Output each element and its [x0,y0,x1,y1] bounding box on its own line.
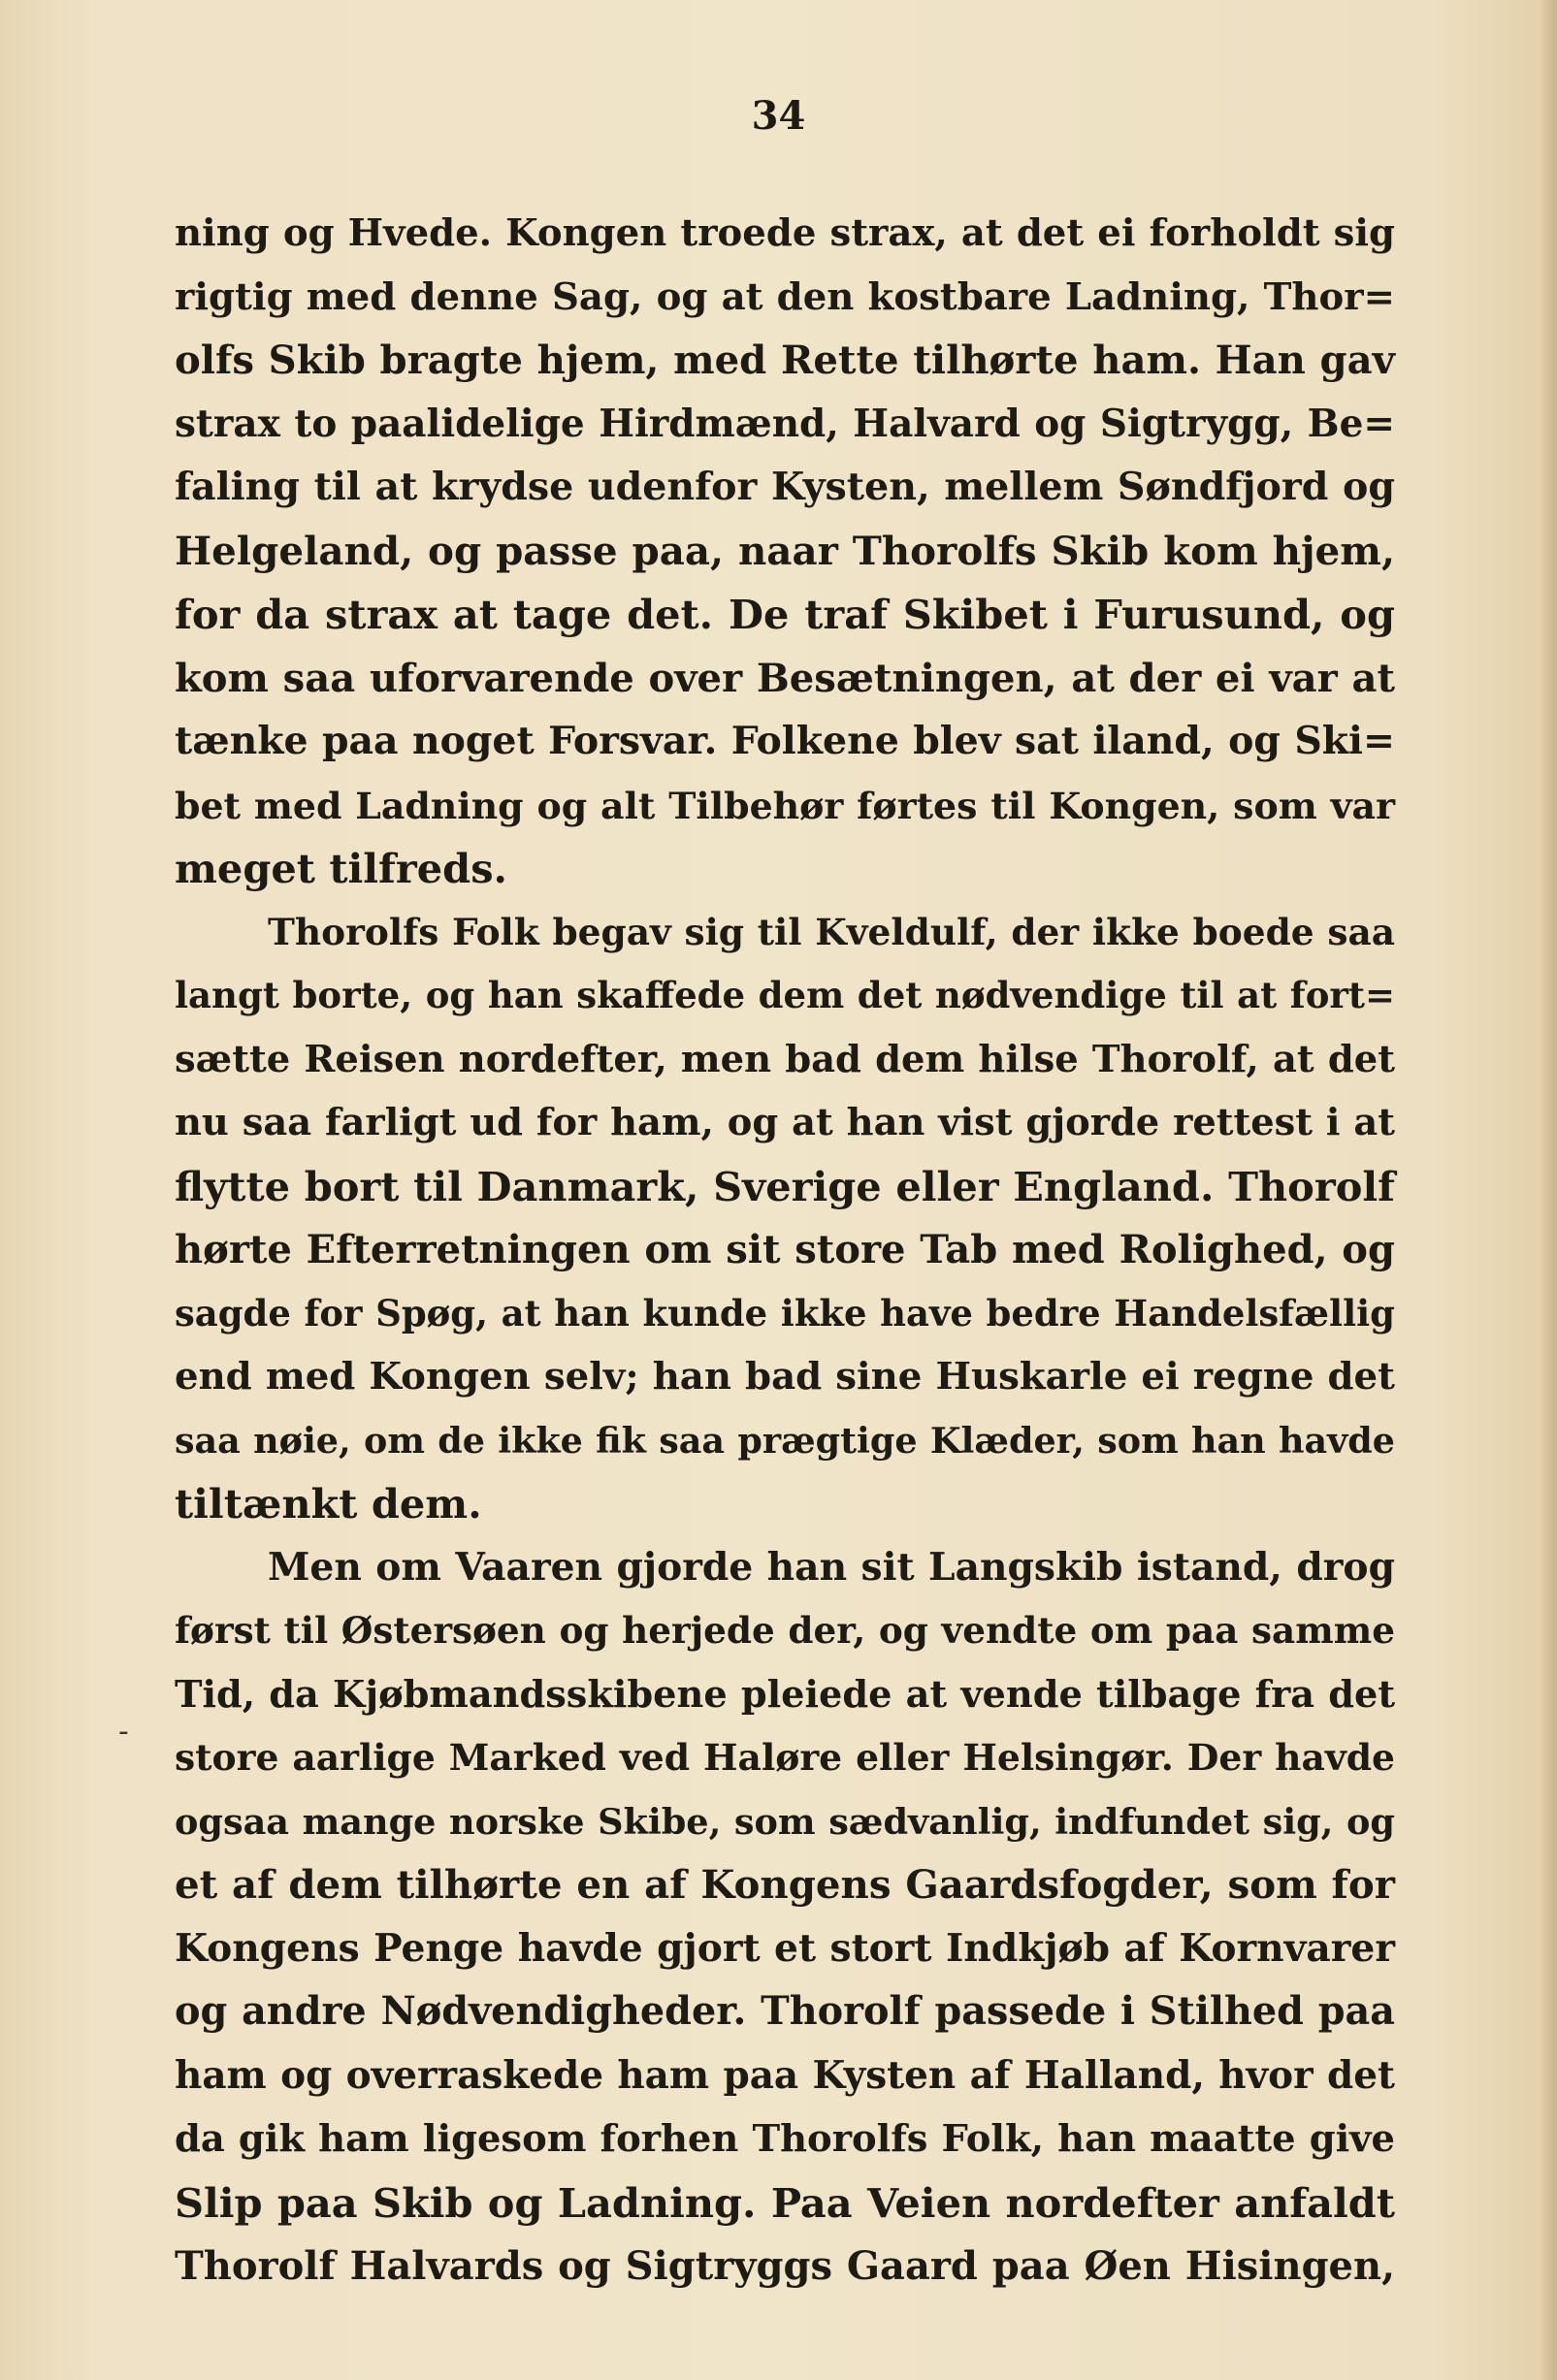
text-line: ning og Hvede. Kongen troede strax, at det ei forholdt sig [175,211,1395,255]
text-line: faling til at krydse udenfor Kysten, mellem Søndfjord og [175,465,1395,509]
text-line: tænke paa noget Forsvar. Folkene blev sat iland, og Ski= [175,719,1395,763]
text-line: langt borte, og han skaffede dem det nødvendige til at fort= [175,974,1395,1016]
page-edge-shadow [1540,0,1557,2380]
text-line: flytte bort til Danmark, Sverige eller England. Thorolf [175,1162,1395,1210]
text-line: Kongens Penge havde gjort et stort Indkjøb af Kornvarer [175,1925,1395,1971]
text-line: tiltænkt dem. [175,1480,482,1528]
text-line: strax to paalidelige Hirdmænd, Halvard og Sigtrygg, Be= [175,401,1395,446]
text-line: ham og overraskede ham paa Kysten af Halland, hvor det [175,2052,1395,2098]
text-line: store aarlige Marked ved Haløre eller Helsingør. Der havde [175,1736,1395,1779]
text-line: Thorolf Halvards og Sigtryggs Gaard paa Øen Hisingen, [175,2243,1395,2289]
text-line: Men om Vaaren gjorde han sit Langskib istand, drog [268,1544,1395,1590]
text-line: Tid, da Kjøbmandsskibene pleiede at vende tilbage fra det [175,1672,1395,1717]
text-line: Thorolfs Folk begav sig til Kveldulf, der ikke boede saa [268,910,1395,953]
text-line: kom saa uforvarende over Besætningen, at der ei var at [175,655,1395,701]
text-line: Helgeland, og passe paa, naar Thorolfs Skib kom hjem, [175,527,1395,574]
text-line: for da strax at tage det. De traf Skibet i Furusund, og [175,591,1395,638]
text-line: rigtig med denne Sag, og at den kostbare Ladning, Thor= [175,274,1395,319]
text-line: da gik ham ligesom forhen Thorolfs Folk, han maatte give [175,2117,1395,2161]
text-line: og andre Nødvendigheder. Thorolf passede i Stilhed paa [175,1989,1395,2034]
text-line: nu saa farligt ud for ham, og at han vist gjorde rettest i at [175,1101,1395,1144]
text-line: olfs Skib bragte hjem, med Rette tilhørte ham. Han gav [175,338,1395,383]
text-line: end med Kongen selv; han bad sine Huskarle ei regne det [175,1355,1395,1399]
text-line: sagde for Spøg, at han kunde ikke have bedre Handelsfællig [175,1291,1395,1335]
text-line: bet med Ladning og alt Tilbehør førtes til Kongen, som var [175,783,1395,827]
text-line: Slip paa Skib og Ladning. Paa Veien nordefter anfaldt [175,2178,1395,2227]
text-line: ogsaa mange norske Skibe, som sædvanlig, indfundet sig, og [175,1800,1395,1843]
text-line: meget tilfreds. [175,845,508,892]
text-line: et af dem tilhørte en af Kongens Gaardsfogder, som for [175,1861,1395,1908]
body-text [175,202,1395,2299]
text-line: saa nøie, om de ikke fik saa prægtige Klæder, som han havde [175,1419,1395,1462]
text-line: hørte Efterretningen om sit store Tab med Rolighed, og [175,1227,1395,1272]
margin-mark: - [118,1715,129,1749]
text-line: først til Østersøen og herjede der, og vendte om paa samme [175,1609,1395,1652]
page-number: 34 [751,93,806,139]
text-line: sætte Reisen nordefter, men bad dem hilse Thorolf, at det [175,1037,1395,1081]
